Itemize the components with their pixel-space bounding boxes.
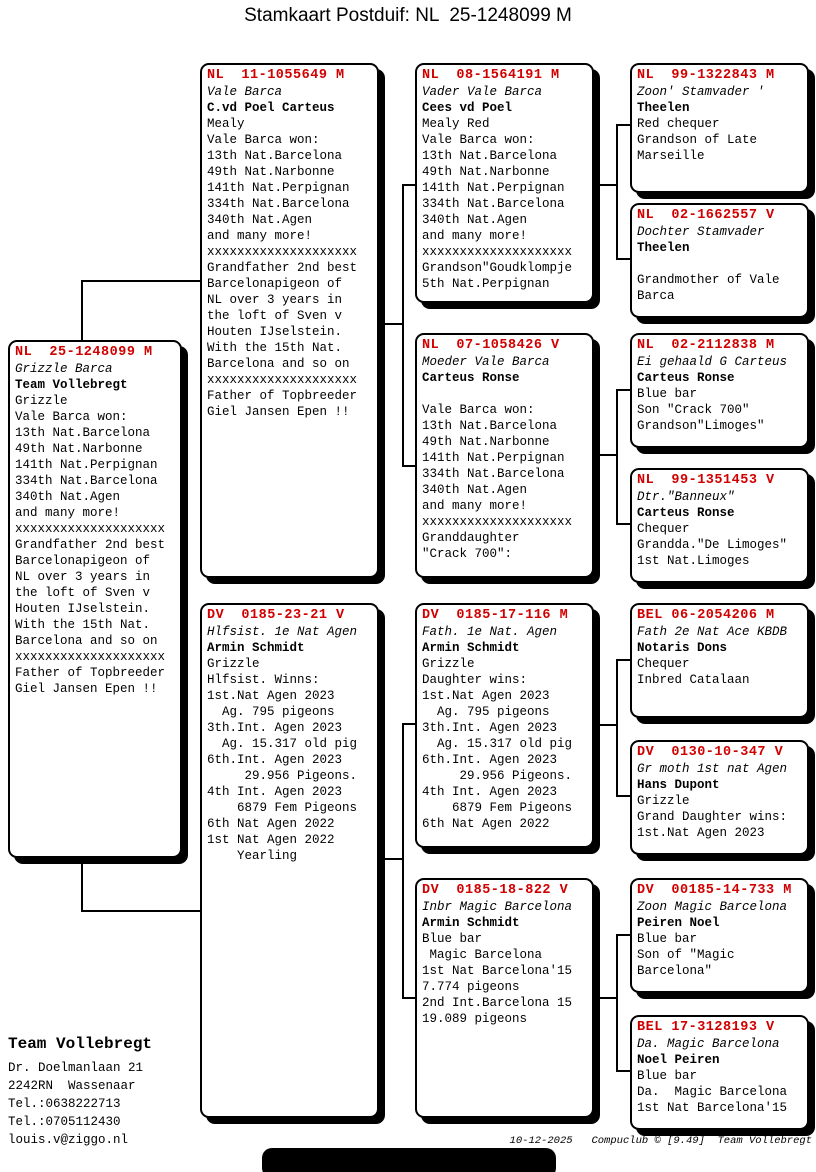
fancier-name: Notaris Dons xyxy=(637,641,728,655)
connector-line xyxy=(618,1070,630,1072)
pigeon-details: Grizzle Daughter wins: 1st.Nat Agen 2023 Ag. 795 pigeons 3th.Int. Agen 2023 Ag. 15.317 old pig 6th.Int. Agen 2023 29.956 Pigeons. 4th Int. Agen 2023 6879 Fem Pigeons 6th Nat Agen 2022 xyxy=(422,657,573,831)
fancier-name: Peiren Noel xyxy=(637,916,720,930)
connector-line xyxy=(402,184,404,467)
pigeon-details: Mealy Vale Barca won: 13th Nat.Barcelona 49th Nat.Narbonne 141th Nat.Perpignan 334th Nat.Barcelona 340th Nat.Agen and many more! xxxxxxxxxxxxxxxxxxxx Grandfather 2nd best Barcelonapigeon of NL over 3 years in the loft of Sven v Houten IJselstein. With the 15th Nat. Barcelona and so on xxxxxxxxxxxxxxxxxxxx Father of Topbreeder Giel Jansen Epen !! xyxy=(207,117,358,419)
pigeon-title: Hlfsist. 1e Nat Agen xyxy=(207,625,358,639)
pigeon-details: Blue bar Son "Crack 700" Grandson"Limoges" xyxy=(637,387,765,433)
ring-number: NL 99-1322843 M xyxy=(637,68,775,83)
fancier-name: Hans Dupont xyxy=(637,778,720,792)
pigeon-title: Inbr Magic Barcelona xyxy=(422,900,573,914)
connector-line xyxy=(592,724,618,726)
pigeon-title: Da. Magic Barcelona xyxy=(637,1037,780,1051)
ring-number: DV 0185-17-116 M xyxy=(422,608,569,623)
box-greatgrandparent-mmf xyxy=(630,878,809,993)
ring-number: DV 0185-23-21 V xyxy=(207,608,345,623)
ring-number: DV 0130-10-347 V xyxy=(637,745,784,760)
ring-number: NL 07-1058426 V xyxy=(422,338,560,353)
owner-name: Team Vollebregt xyxy=(8,1035,153,1053)
box-subject xyxy=(8,340,182,858)
pigeon-title: Zoon' Stamvader ' xyxy=(637,85,765,99)
ring-number: NL 99-1351453 V xyxy=(637,473,775,488)
fancier-name: Theelen xyxy=(637,241,690,255)
box-greatgrandparent-fmf xyxy=(630,333,809,448)
connector-line xyxy=(616,934,618,1072)
connector-line xyxy=(592,184,618,186)
pigeon-title: Fath 2e Nat Ace KBDB xyxy=(637,625,788,639)
box-greatgrandparent-ffm xyxy=(630,203,809,318)
pigeon-title: Gr moth 1st nat Agen xyxy=(637,762,788,776)
box-greatgrandparent-mmm xyxy=(630,1015,809,1130)
pigeon-title: Fath. 1e Nat. Agen xyxy=(422,625,558,639)
ring-number: NL 25-1248099 M xyxy=(15,345,153,360)
owner-address: Dr. Doelmanlaan 21 2242RN Wassenaar Tel.:0638222713 Tel.:0705112430 louis.v@ziggo.nl xyxy=(8,1061,144,1147)
connector-line xyxy=(404,997,415,999)
pigeon-details: Blue bar Magic Barcelona 1st Nat Barcelona'15 7.774 pigeons 2nd Int.Barcelona 15 19.089 pigeons xyxy=(422,932,573,1026)
connector-line xyxy=(402,723,404,999)
box-mother xyxy=(200,603,379,1118)
fancier-name: Cees vd Poel xyxy=(422,101,513,115)
box-grandfather-maternal xyxy=(415,603,594,848)
fancier-name: Carteus Ronse xyxy=(637,506,735,520)
pigeon-details: Chequer Inbred Catalaan xyxy=(637,657,750,687)
pigeon-title: Zoon Magic Barcelona xyxy=(637,900,788,914)
pigeon-details: Vale Barca won: 13th Nat.Barcelona 49th Nat.Narbonne 141th Nat.Perpignan 334th Nat.Barcelona 340th Nat.Agen and many more! xxxxxxxxxxxxxxxxxxxx Granddaughter "Crack 700": xyxy=(422,403,573,561)
connector-line xyxy=(616,389,618,525)
connector-line xyxy=(618,795,630,797)
pigeon-title: Vale Barca xyxy=(207,85,283,99)
pigeon-details: Grizzle Vale Barca won: 13th Nat.Barcelona 49th Nat.Narbonne 141th Nat.Perpignan 334th Nat.Barcelona 340th Nat.Agen and many more! xxxxxxxxxxxxxxxxxxxx Grandfather 2nd best Barcelonapigeon of NL over 3 years in the loft of Sven v Houten IJselstein. With the 15th Nat. Barcelona and so on xxxxxxxxxxxxxxxxxxxx Father of Topbreeder Giel Jansen Epen !! xyxy=(15,394,166,696)
ring-number: NL 02-1662557 V xyxy=(637,208,775,223)
pigeon-title: Ei gehaald G Carteus xyxy=(637,355,788,369)
connector-line xyxy=(618,258,630,260)
connector-line xyxy=(618,659,630,661)
fancier-name: Theelen xyxy=(637,101,690,115)
ring-number: DV 0185-18-822 V xyxy=(422,883,569,898)
ring-number: BEL 17-3128193 V xyxy=(637,1020,775,1035)
pigeon-details: Grandmother of Vale Barca xyxy=(637,273,780,303)
connector-line xyxy=(81,857,83,912)
connector-line xyxy=(81,280,83,342)
ring-number: NL 08-1564191 M xyxy=(422,68,560,83)
fancier-name: Armin Schmidt xyxy=(207,641,305,655)
connector-line xyxy=(377,323,404,325)
connector-line xyxy=(618,124,630,126)
ring-number: NL 11-1055649 M xyxy=(207,68,345,83)
box-grandmother-paternal xyxy=(415,333,594,578)
box-grandfather-paternal xyxy=(415,63,594,303)
connector-line xyxy=(618,934,630,936)
owner-block xyxy=(8,1034,152,1149)
ring-number: BEL 06-2054206 M xyxy=(637,608,775,623)
fancier-name: Armin Schmidt xyxy=(422,641,520,655)
pigeon-details: Chequer Grandda."De Limoges" 1st Nat.Limoges xyxy=(637,522,788,568)
fancier-name: C.vd Poel Carteus xyxy=(207,101,335,115)
pigeon-title: Grizzle Barca xyxy=(15,362,113,376)
box-greatgrandparent-fmm xyxy=(630,468,809,583)
connector-line xyxy=(592,454,618,456)
connector-line xyxy=(81,910,201,912)
box-father xyxy=(200,63,379,578)
pigeon-title: Dtr."Banneux" xyxy=(637,490,735,504)
footer-credit: 10-12-2025 Compuclub © [9.49] Team Vollebregt xyxy=(509,1135,812,1147)
fancier-name: Armin Schmidt xyxy=(422,916,520,930)
connector-line xyxy=(618,523,630,525)
pigeon-details: Grizzle Hlfsist. Winns: 1st.Nat Agen 2023 Ag. 795 pigeons 3th.Int. Agen 2023 Ag. 15.317 old pig 6th.Int. Agen 2023 29.956 Pigeons. 4th Int. Agen 2023 6879 Fem Pigeons 6th Nat Agen 2022 1st Nat Agen 2022 Yearling xyxy=(207,657,358,863)
box-grandmother-maternal xyxy=(415,878,594,1118)
connector-line xyxy=(404,184,415,186)
pigeon-details: Blue bar Da. Magic Barcelona 1st Nat Barcelona'15 xyxy=(637,1069,788,1115)
pigeon-title: Dochter Stamvader xyxy=(637,225,765,239)
pigeon-title: Vader Vale Barca xyxy=(422,85,543,99)
box-greatgrandparent-mfm xyxy=(630,740,809,855)
bottom-toolbar xyxy=(262,1148,556,1172)
pigeon-details: Grizzle Grand Daughter wins: 1st.Nat Agen 2023 xyxy=(637,794,788,840)
connector-line xyxy=(404,465,415,467)
connector-line xyxy=(404,723,415,725)
fancier-name: Team Vollebregt xyxy=(15,378,128,392)
connector-line xyxy=(616,659,618,797)
pigeon-title: Moeder Vale Barca xyxy=(422,355,550,369)
ring-number: NL 02-2112838 M xyxy=(637,338,775,353)
fancier-name: Noel Peiren xyxy=(637,1053,720,1067)
pigeon-details: Mealy Red Vale Barca won: 13th Nat.Barcelona 49th Nat.Narbonne 141th Nat.Perpignan 334th Nat.Barcelona 340th Nat.Agen and many more! xxxxxxxxxxxxxxxxxxxx Grandson"Goudklompje 5th Nat.Perpignan xyxy=(422,117,573,291)
ring-number: DV 00185-14-733 M xyxy=(637,883,792,898)
connector-line xyxy=(616,124,618,260)
box-greatgrandparent-fff xyxy=(630,63,809,193)
box-greatgrandparent-mff xyxy=(630,603,809,718)
connector-line xyxy=(81,280,201,282)
fancier-name: Carteus Ronse xyxy=(637,371,735,385)
pigeon-details: Blue bar Son of "Magic Barcelona" xyxy=(637,932,735,978)
fancier-name: Carteus Ronse xyxy=(422,371,520,385)
connector-line xyxy=(377,858,404,860)
connector-line xyxy=(592,997,618,999)
pigeon-details: Red chequer Grandson of Late Marseille xyxy=(637,117,758,163)
connector-line xyxy=(618,389,630,391)
page-title: Stamkaart Postduif: NL 25-1248099 M xyxy=(244,5,572,26)
